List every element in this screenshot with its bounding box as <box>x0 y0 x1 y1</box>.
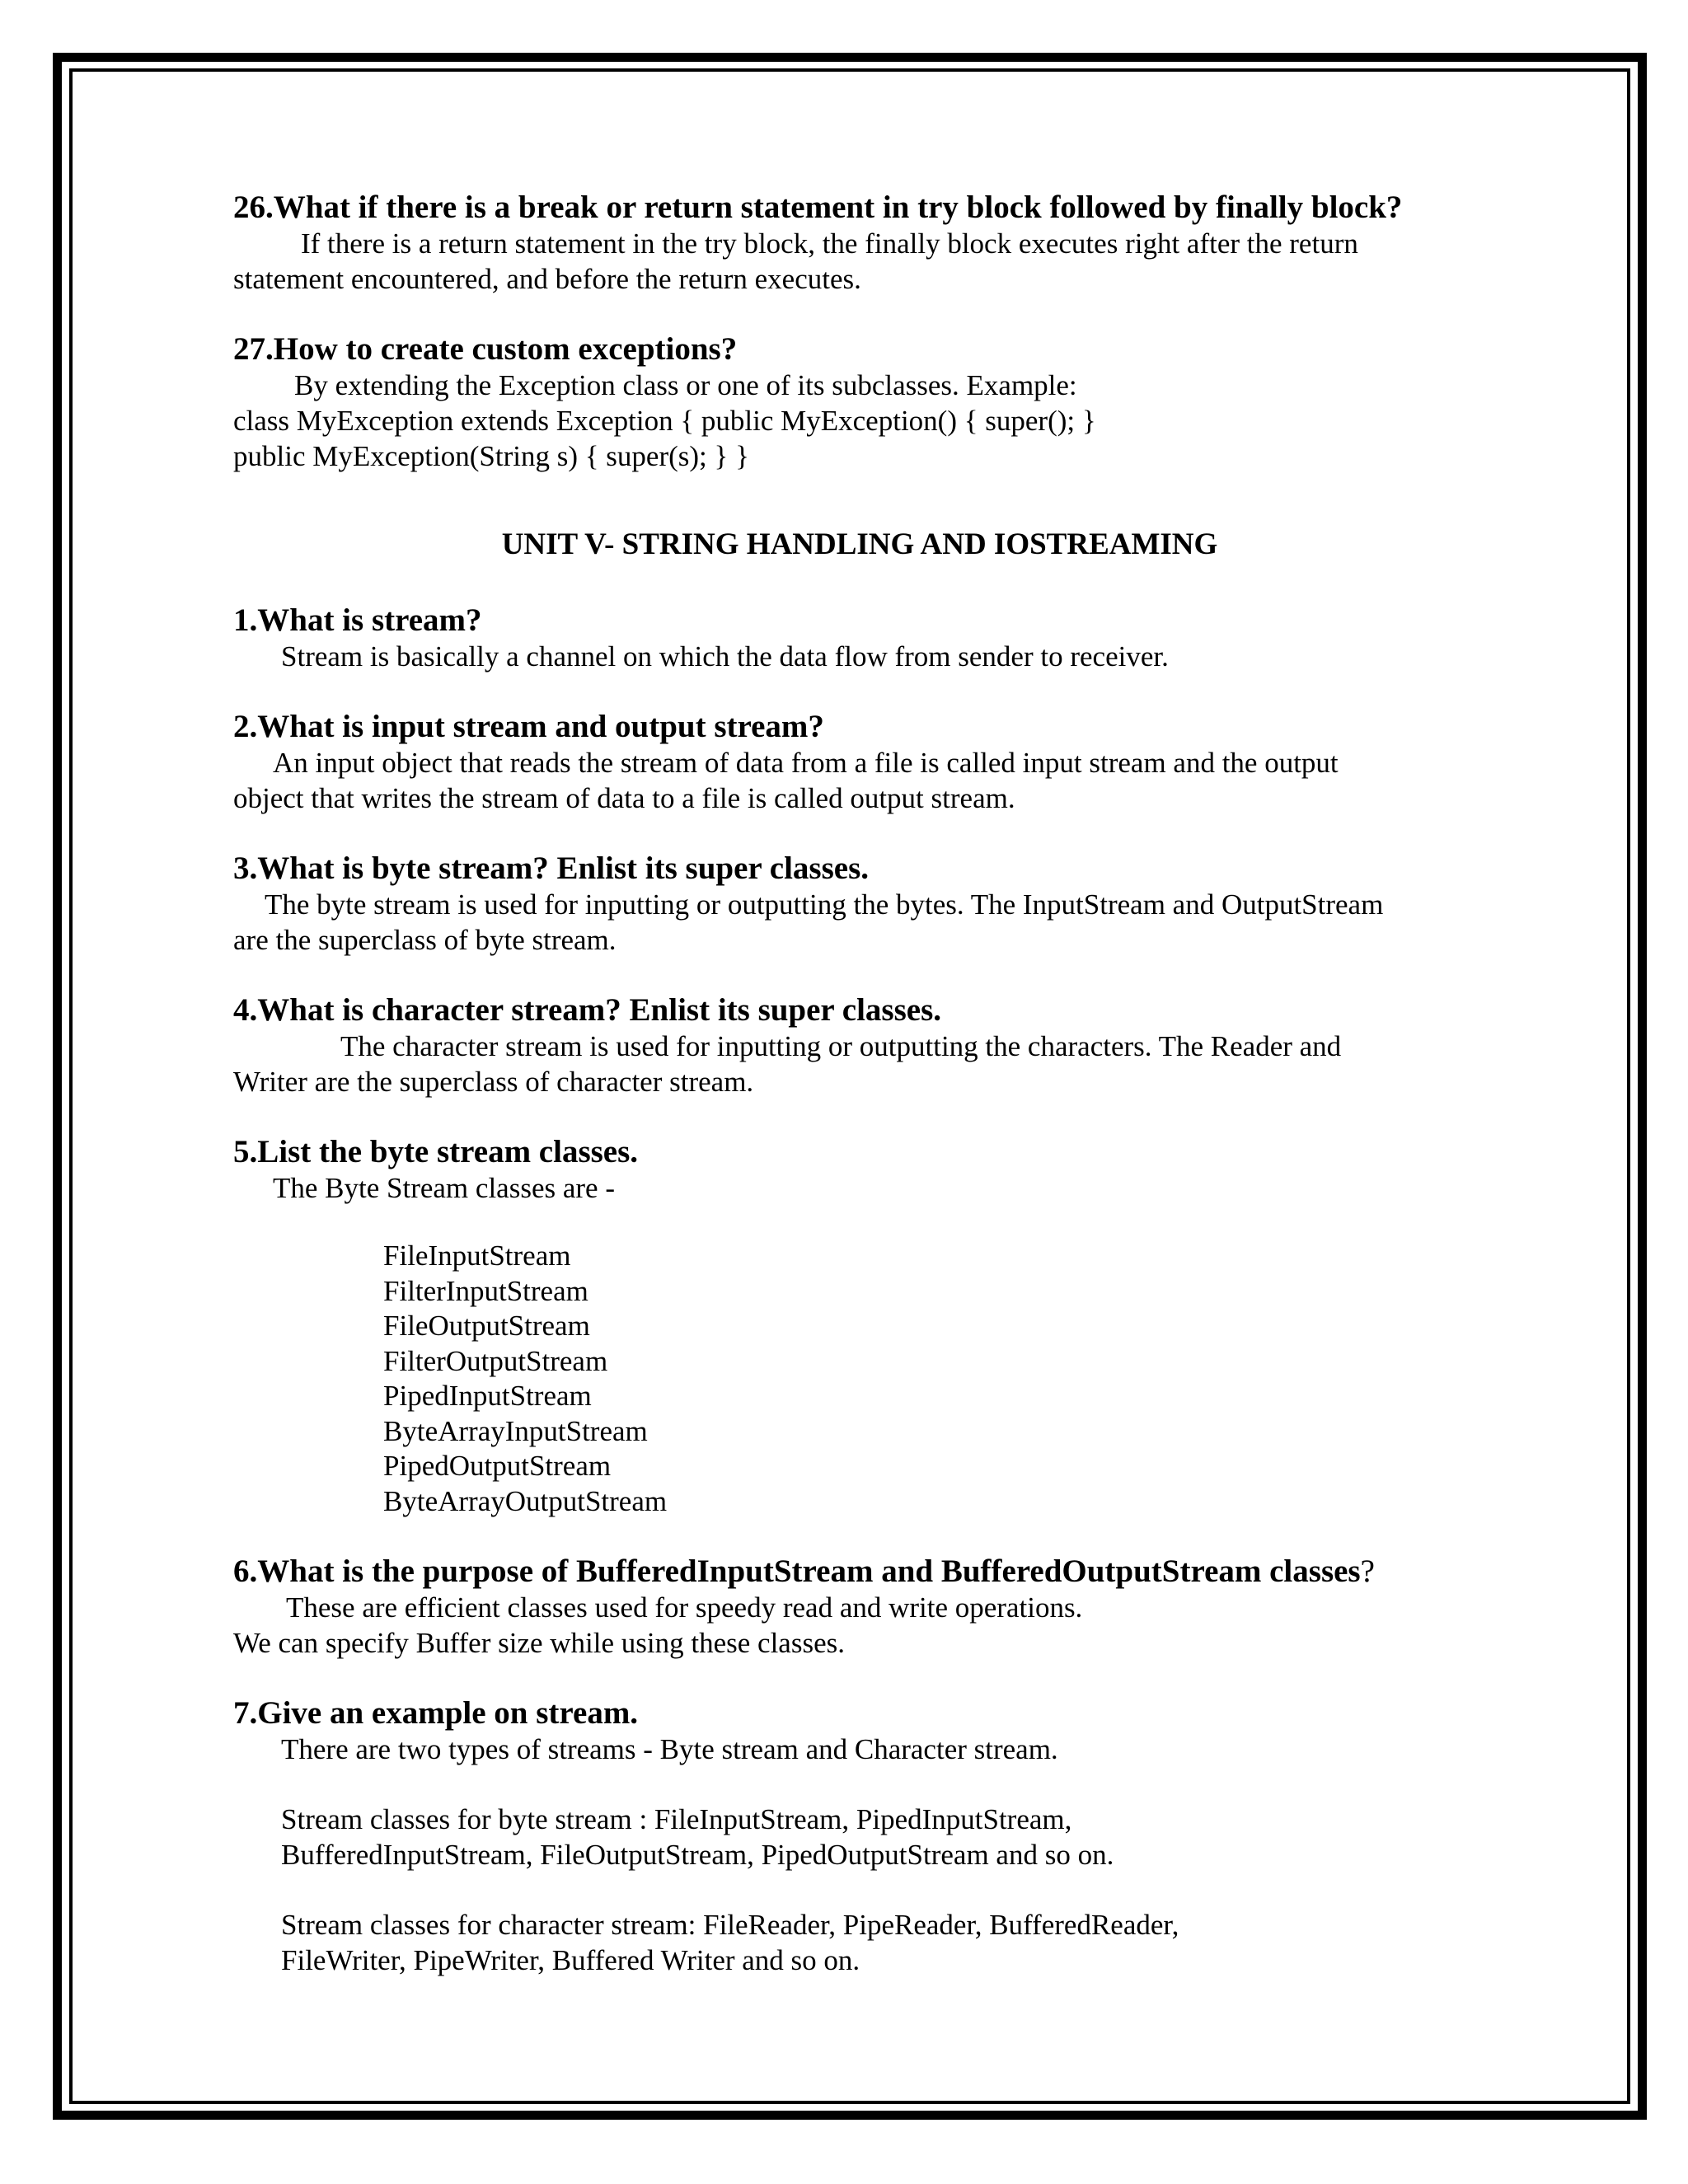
question-26-title: 26.What if there is a break or return statement in try block followed by finally block? <box>233 190 1403 225</box>
answer-7-byte-line-1: Stream classes for byte stream : FileInputStream, PipedInputStream, <box>281 1803 1072 1835</box>
spacer <box>233 1661 1453 1695</box>
question-26 <box>233 190 1453 297</box>
unit-heading: UNIT V- STRING HANDLING AND IOSTREAMING <box>501 527 1218 561</box>
answer-4-line-2: Writer are the superclass of character stream. <box>233 1066 754 1098</box>
question-1-title: 1.What is stream? <box>233 602 482 638</box>
answer-6-line-1: These are efficient classes used for speedy read and write operations. <box>286 1591 1083 1624</box>
spacer <box>233 674 1453 709</box>
answer-2-line-2: object that writes the stream of data to a file is called output stream. <box>233 782 1015 814</box>
answer-27-line-1: By extending the Exception class or one of its subclasses. Example: <box>294 369 1077 401</box>
answer-3-line-1: The byte stream is used for inputting or outputting the bytes. The InputStream and OutputStream <box>265 888 1384 921</box>
spacer <box>233 474 1453 527</box>
list-item: FileInputStream <box>383 1240 571 1272</box>
list-item: PipedOutputStream <box>383 1450 612 1482</box>
spacer <box>233 1519 1453 1554</box>
question-6-title-text: 6.What is the purpose of BufferedInputStream and BufferedOutputStream classes <box>233 1554 1361 1589</box>
spacer <box>233 1767 1453 1802</box>
answer-1-line-1: Stream is basically a channel on which the data flow from sender to receiver. <box>281 640 1169 673</box>
question-6-title-mark: ? <box>1360 1554 1375 1589</box>
question-7 <box>233 1695 1453 1978</box>
question-1 <box>233 602 1453 674</box>
answer-6-line-2: We can specify Buffer size while using these classes. <box>233 1627 845 1659</box>
question-3-title: 3.What is byte stream? Enlist its super classes. <box>233 851 869 886</box>
spacer <box>233 1099 1453 1134</box>
list-item: ByteArrayInputStream <box>383 1414 648 1447</box>
byte-stream-class-list <box>233 1239 1453 1519</box>
question-6 <box>233 1554 1453 1661</box>
spacer <box>233 563 1453 602</box>
spacer <box>233 816 1453 851</box>
answer-27-code-line-2: public MyException(String s) { super(s); } } <box>233 440 749 472</box>
list-item: FilterInputStream <box>383 1274 588 1307</box>
list-item: PipedInputStream <box>383 1380 592 1412</box>
question-27-title: 27.How to create custom exceptions? <box>233 331 738 367</box>
spacer <box>233 958 1453 992</box>
answer-26-line-1: If there is a return statement in the try block, the finally block executes right after the return <box>301 227 1358 260</box>
answer-4-line-1: The character stream is used for inputting or outputting the characters. The Reader and <box>340 1030 1342 1062</box>
question-3 <box>233 851 1453 958</box>
answer-5-line-1: The Byte Stream classes are - <box>273 1172 615 1204</box>
question-2 <box>233 709 1453 816</box>
answer-7-char-line-2: FileWriter, PipeWriter, Buffered Writer and so on. <box>281 1944 860 1976</box>
answer-7-char-line-1: Stream classes for character stream: FileReader, PipeReader, BufferedReader, <box>281 1909 1179 1941</box>
list-item: FilterOutputStream <box>383 1344 608 1377</box>
question-4 <box>233 992 1453 1099</box>
spacer <box>233 1872 1453 1907</box>
question-27 <box>233 331 1453 474</box>
question-2-title: 2.What is input stream and output stream? <box>233 709 824 744</box>
answer-27-code-line-1: class MyException extends Exception { public MyException() { super(); } <box>233 405 1096 437</box>
answer-26-line-2: statement encountered, and before the return executes. <box>233 263 861 295</box>
list-item: ByteArrayOutputStream <box>383 1484 668 1517</box>
page-content <box>233 190 1453 1978</box>
question-6-title <box>233 1554 1453 1590</box>
answer-3-line-2: are the superclass of byte stream. <box>233 924 617 956</box>
question-5 <box>233 1134 1453 1519</box>
question-5-title: 5.List the byte stream classes. <box>233 1134 639 1169</box>
question-4-title: 4.What is character stream? Enlist its super classes. <box>233 992 942 1028</box>
spacer <box>233 297 1453 331</box>
answer-2-line-1: An input object that reads the stream of data from a file is called input stream and the output <box>273 747 1339 779</box>
answer-7-byte-line-2: BufferedInputStream, FileOutputStream, PipedOutputStream and so on. <box>281 1839 1114 1871</box>
list-item: FileOutputStream <box>383 1310 590 1342</box>
question-7-title: 7.Give an example on stream. <box>233 1695 639 1731</box>
answer-7-line-1: There are two types of streams - Byte stream and Character stream. <box>281 1733 1058 1765</box>
spacer <box>233 1206 1453 1239</box>
